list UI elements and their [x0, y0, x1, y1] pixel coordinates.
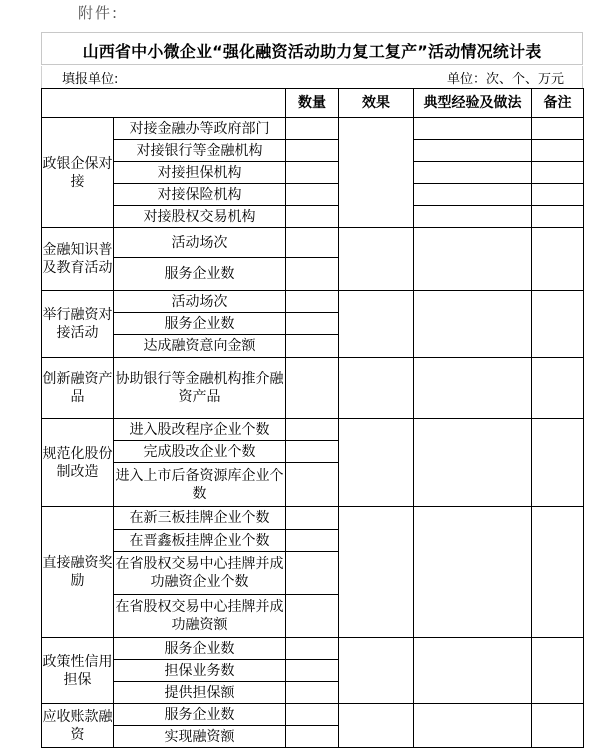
quantity-cell[interactable] — [286, 552, 339, 595]
remarks-cell[interactable] — [532, 291, 584, 358]
remarks-cell[interactable] — [532, 184, 584, 206]
remarks-cell[interactable] — [532, 419, 584, 507]
item-cell: 对接保险机构 — [114, 184, 286, 206]
category-cell: 规范化股份制改造 — [42, 419, 114, 507]
page-title: 山西省中小微企业“强化融资活动助力复工复产”活动情况统计表 — [82, 42, 542, 61]
quantity-cell[interactable] — [286, 140, 339, 162]
reporting-unit-label: 填报单位: — [62, 72, 119, 87]
category-cell: 举行融资对接活动 — [42, 291, 114, 358]
item-cell: 进入股改程序企业个数 — [114, 419, 286, 441]
item-cell: 服务企业数 — [114, 704, 286, 726]
remarks-cell[interactable] — [532, 162, 584, 184]
item-cell: 在晋鑫板挂牌企业个数 — [114, 530, 286, 552]
quantity-cell[interactable] — [286, 258, 339, 291]
table-row — [42, 291, 584, 313]
remarks-cell[interactable] — [532, 507, 584, 638]
quantity-cell[interactable] — [286, 682, 339, 704]
quantity-cell[interactable] — [286, 726, 339, 748]
table-row — [42, 184, 584, 206]
item-cell: 对接银行等金融机构 — [114, 140, 286, 162]
effect-cell[interactable] — [339, 704, 414, 748]
remarks-cell[interactable] — [532, 118, 584, 140]
remarks-cell[interactable] — [532, 358, 584, 419]
quantity-cell[interactable] — [286, 358, 339, 419]
experience-cell[interactable] — [414, 507, 532, 638]
effect-cell[interactable] — [339, 358, 414, 419]
effect-cell[interactable] — [339, 118, 414, 228]
category-cell: 应收账款融资 — [42, 704, 114, 748]
item-cell: 实现融资额 — [114, 726, 286, 748]
table-row — [42, 704, 584, 726]
effect-cell[interactable] — [339, 228, 414, 291]
unit-label: 单位：次、个、万元 — [446, 72, 564, 87]
item-cell: 对接担保机构 — [114, 162, 286, 184]
quantity-cell[interactable] — [286, 162, 339, 184]
table-row — [42, 162, 584, 184]
item-cell: 在新三板挂牌企业个数 — [114, 507, 286, 530]
header-row — [42, 89, 584, 118]
quantity-cell[interactable] — [286, 118, 339, 140]
item-cell: 完成股改企业个数 — [114, 441, 286, 463]
quantity-cell[interactable] — [286, 507, 339, 530]
header-remarks: 备注 — [532, 89, 584, 118]
quantity-cell[interactable] — [286, 313, 339, 335]
effect-cell[interactable] — [339, 291, 414, 358]
statistics-table — [41, 88, 584, 748]
effect-cell[interactable] — [339, 419, 414, 507]
remarks-cell[interactable] — [532, 140, 584, 162]
experience-cell[interactable] — [414, 228, 532, 291]
header-blank — [42, 89, 286, 118]
quantity-cell[interactable] — [286, 228, 339, 258]
quantity-cell[interactable] — [286, 530, 339, 552]
item-cell: 对接金融办等政府部门 — [114, 118, 286, 140]
experience-cell[interactable] — [414, 704, 532, 748]
quantity-cell[interactable] — [286, 335, 339, 358]
table-row — [42, 140, 584, 162]
header-experience: 典型经验及做法 — [414, 89, 532, 118]
quantity-cell[interactable] — [286, 441, 339, 463]
category-cell: 金融知识普及教育活动 — [42, 228, 114, 291]
remarks-cell[interactable] — [532, 228, 584, 291]
remarks-cell[interactable] — [532, 206, 584, 228]
effect-cell[interactable] — [339, 507, 414, 638]
category-cell: 直接融资奖励 — [42, 507, 114, 638]
category-cell: 政策性信用担保 — [42, 638, 114, 704]
title-box — [41, 32, 583, 65]
quantity-cell[interactable] — [286, 206, 339, 228]
experience-cell[interactable] — [414, 118, 532, 140]
attachment-label: 附件: — [78, 4, 120, 22]
table-row — [42, 507, 584, 530]
table-row — [42, 358, 584, 419]
table-row — [42, 206, 584, 228]
category-cell: 政银企保对接 — [42, 118, 114, 228]
quantity-cell[interactable] — [286, 463, 339, 507]
experience-cell[interactable] — [414, 184, 532, 206]
quantity-cell[interactable] — [286, 184, 339, 206]
experience-cell[interactable] — [414, 140, 532, 162]
quantity-cell[interactable] — [286, 704, 339, 726]
table-row — [42, 419, 584, 441]
quantity-cell[interactable] — [286, 291, 339, 313]
quantity-cell[interactable] — [286, 419, 339, 441]
item-cell: 对接股权交易机构 — [114, 206, 286, 228]
quantity-cell[interactable] — [286, 595, 339, 638]
experience-cell[interactable] — [414, 419, 532, 507]
item-cell: 在省股权交易中心挂牌并成功融资额 — [114, 595, 286, 638]
table-row — [42, 228, 584, 258]
experience-cell[interactable] — [414, 638, 532, 704]
effect-cell[interactable] — [339, 638, 414, 704]
table-row — [42, 638, 584, 660]
experience-cell[interactable] — [414, 358, 532, 419]
item-cell: 服务企业数 — [114, 638, 286, 660]
experience-cell[interactable] — [414, 291, 532, 358]
category-cell: 创新融资产品 — [42, 358, 114, 419]
remarks-cell[interactable] — [532, 638, 584, 704]
item-cell: 进入上市后备资源库企业个数 — [114, 463, 286, 507]
item-cell: 在省股权交易中心挂牌并成功融资企业个数 — [114, 552, 286, 595]
experience-cell[interactable] — [414, 162, 532, 184]
header-quantity: 数量 — [286, 89, 339, 118]
item-cell: 达成融资意向金额 — [114, 335, 286, 358]
item-cell: 活动场次 — [114, 228, 286, 258]
item-cell: 提供担保额 — [114, 682, 286, 704]
item-cell: 活动场次 — [114, 291, 286, 313]
experience-cell[interactable] — [414, 206, 532, 228]
remarks-cell[interactable] — [532, 704, 584, 748]
quantity-cell[interactable] — [286, 638, 339, 660]
quantity-cell[interactable] — [286, 660, 339, 682]
item-cell: 服务企业数 — [114, 313, 286, 335]
header-effect: 效果 — [339, 89, 414, 118]
item-cell: 担保业务数 — [114, 660, 286, 682]
item-cell: 协助银行等金融机构推介融资产品 — [114, 358, 286, 419]
table-row — [42, 118, 584, 140]
meta-row — [41, 66, 583, 88]
item-cell: 服务企业数 — [114, 258, 286, 291]
